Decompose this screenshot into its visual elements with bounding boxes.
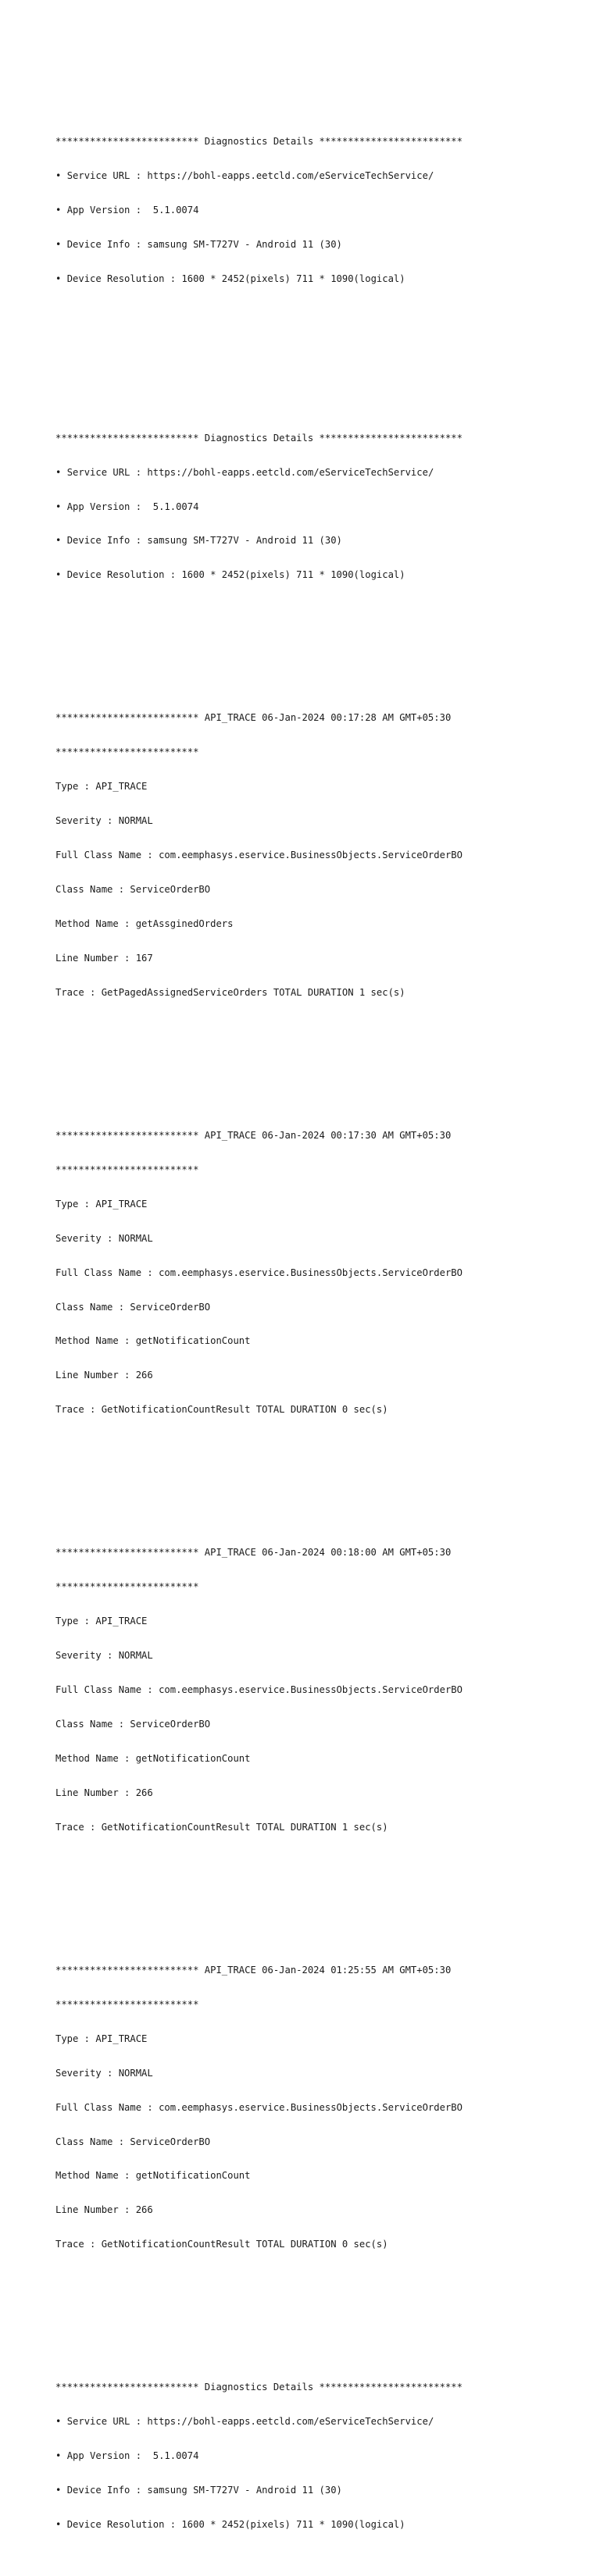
trace-line-number: Line Number : 167 (55, 952, 153, 964)
trace-type: Type : API_TRACE (55, 781, 148, 793)
spacer (55, 1473, 587, 1478)
trace-method-name: Method Name : getNotificationCount (55, 1752, 251, 1764)
trace-severity: Severity : NORMAL (55, 2067, 153, 2079)
trace-header: ************************* API_TRACE 06-Jan-2024 00:18:00 AM GMT+05:30 (55, 1547, 452, 1559)
diagnostics-header: ************************* Diagnostics Details ************************* (55, 432, 462, 444)
spacer (55, 638, 587, 643)
app-version-line: • App Version : 5.1.0074 (55, 2450, 199, 2462)
trace-duration: Trace : GetPagedAssignedServiceOrders TOTAL DURATION 1 sec(s) (55, 986, 405, 998)
trace-duration: Trace : GetNotificationCountResult TOTAL DURATION 0 sec(s) (55, 2239, 388, 2250)
trace-header: ************************* API_TRACE 06-Jan-2024 00:17:30 AM GMT+05:30 (55, 1129, 452, 1141)
device-resolution-line: • Device Resolution : 1600 * 2452(pixels) 711 * 1090(logical) (55, 2519, 405, 2531)
trace-full-class-name: Full Class Name : com.eemphasys.eservice.BusinessObjects.ServiceOrderBO (55, 1684, 462, 1696)
bullet: • (55, 2450, 62, 2462)
trace-header: ************************* API_TRACE 06-Jan-2024 01:25:55 AM GMT+05:30 (55, 1964, 452, 1976)
bullet: • (55, 2485, 62, 2496)
diagnostics-block (55, 409, 587, 604)
app-version-line: • App Version : 5.1.0074 (55, 204, 199, 216)
log-document (55, 67, 587, 2576)
bullet: • (55, 501, 62, 512)
device-resolution-line: • Device Resolution : 1600 * 2452(pixels) 711 * 1090(logical) (55, 273, 405, 284)
trace-class-name: Class Name : ServiceOrderBO (55, 1719, 211, 1730)
trace-full-class-name: Full Class Name : com.eemphasys.eservice.BusinessObjects.ServiceOrderBO (55, 1267, 462, 1278)
bullet: • (55, 2519, 62, 2531)
device-info-line: • Device Info : samsung SM-T727V - Android 11 (30) (55, 535, 342, 547)
trace-severity: Severity : NORMAL (55, 1232, 153, 1244)
trace-line-number: Line Number : 266 (55, 1370, 153, 1381)
bullet: • (55, 204, 62, 216)
trace-full-class-name: Full Class Name : com.eemphasys.eservice.BusinessObjects.ServiceOrderBO (55, 850, 462, 861)
bullet: • (55, 569, 62, 581)
service-url-line: • Service URL : https://bohl-eapps.eetcld.com/eServiceTechService/ (55, 169, 434, 181)
trace-header-stars: ************************* (55, 1581, 199, 1593)
service-url-line: • Service URL : https://bohl-eapps.eetcld.com/eServiceTechService/ (55, 466, 434, 478)
trace-header: ************************* API_TRACE 06-Jan-2024 00:17:28 AM GMT+05:30 (55, 712, 452, 724)
device-resolution-line: • Device Resolution : 1600 * 2452(pixels) 711 * 1090(logical) (55, 569, 405, 581)
trace-method-name: Method Name : getAssginedOrders (55, 918, 234, 929)
api-trace-block (55, 1524, 587, 1856)
spacer (55, 342, 587, 364)
service-url-line: • Service URL : https://bohl-eapps.eetcld.com/eServiceTechService/ (55, 2416, 434, 2428)
trace-line-number: Line Number : 266 (55, 1787, 153, 1798)
spacer (55, 1890, 587, 1896)
bullet: • (55, 466, 62, 478)
app-version-line: • App Version : 5.1.0074 (55, 501, 199, 512)
trace-header-stars: ************************* (55, 746, 199, 758)
trace-class-name: Class Name : ServiceOrderBO (55, 1301, 211, 1313)
device-info-line: • Device Info : samsung SM-T727V - Android 11 (30) (55, 2485, 342, 2496)
api-trace-block (55, 1106, 587, 1438)
trace-severity: Severity : NORMAL (55, 1650, 153, 1662)
trace-full-class-name: Full Class Name : com.eemphasys.eservice.BusinessObjects.ServiceOrderBO (55, 2101, 462, 2113)
api-trace-block (55, 689, 587, 1021)
spacer (55, 2307, 587, 2313)
trace-method-name: Method Name : getNotificationCount (55, 2170, 251, 2182)
diagnostics-block (55, 113, 587, 308)
bullet: • (55, 535, 62, 547)
bullet: • (55, 238, 62, 250)
trace-type: Type : API_TRACE (55, 1616, 148, 1627)
spacer (55, 1056, 587, 1061)
trace-duration: Trace : GetNotificationCountResult TOTAL DURATION 0 sec(s) (55, 1404, 388, 1416)
api-trace-block (55, 1941, 587, 2273)
trace-line-number: Line Number : 266 (55, 2204, 153, 2216)
trace-method-name: Method Name : getNotificationCount (55, 1335, 251, 1347)
device-info-line: • Device Info : samsung SM-T727V - Android 11 (30) (55, 238, 342, 250)
trace-severity: Severity : NORMAL (55, 815, 153, 827)
trace-header-stars: ************************* (55, 1163, 199, 1175)
diagnostics-header: ************************* Diagnostics Details ************************* (55, 135, 462, 147)
trace-class-name: Class Name : ServiceOrderBO (55, 884, 211, 896)
trace-class-name: Class Name : ServiceOrderBO (55, 2136, 211, 2147)
trace-duration: Trace : GetNotificationCountResult TOTAL DURATION 1 sec(s) (55, 1821, 388, 1833)
trace-type: Type : API_TRACE (55, 1198, 148, 1210)
trace-type: Type : API_TRACE (55, 2033, 148, 2044)
diagnostics-block (55, 2359, 587, 2553)
trace-header-stars: ************************* (55, 1998, 199, 2010)
bullet: • (55, 169, 62, 181)
bullet: • (55, 2416, 62, 2428)
diagnostics-header: ************************* Diagnostics Details ************************* (55, 2382, 462, 2393)
bullet: • (55, 273, 62, 284)
